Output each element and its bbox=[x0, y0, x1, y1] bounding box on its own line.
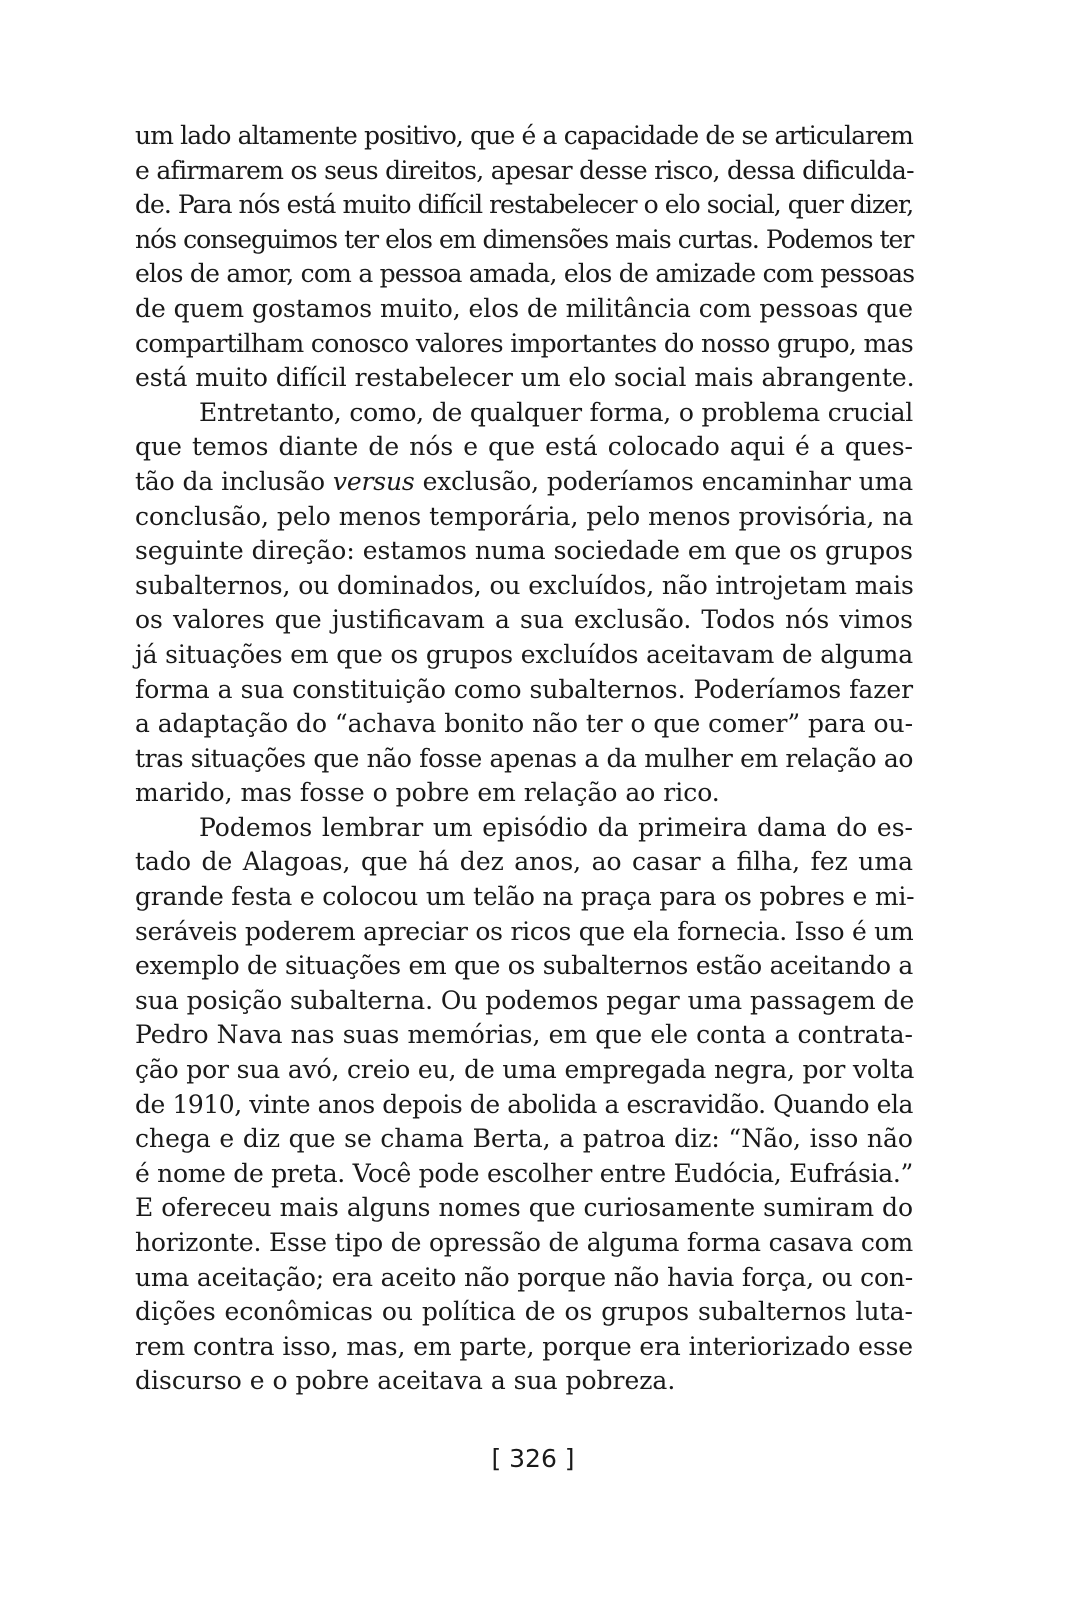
text-line: rem contra isso, mas, em parte, porque era interiorizado esse bbox=[135, 1331, 913, 1361]
text-line: conclusão, pelo menos temporária, pelo menos provisória, na bbox=[135, 501, 914, 531]
text-line: que temos diante de nós e que está colocado aqui é a ques- bbox=[135, 432, 913, 462]
text-line: e afirmarem os seus direitos, apesar desse risco, dessa dificulda- bbox=[135, 155, 914, 185]
text-run: exclusão, poderíamos encaminhar uma bbox=[414, 466, 913, 496]
text-run: tão da inclusão bbox=[135, 466, 333, 496]
text-line bbox=[135, 465, 913, 500]
paragraph bbox=[135, 119, 913, 396]
paragraph bbox=[135, 396, 913, 811]
text-line: nós conseguimos ter elos em dimensões mais curtas. Podemos ter bbox=[135, 224, 914, 254]
text-line: grande festa e colocou um telão na praça para os pobres e mi- bbox=[135, 882, 915, 912]
text-line: está muito difícil restabelecer um elo social mais abrangente. bbox=[135, 363, 915, 393]
text-line: de. Para nós está muito difícil restabelecer o elo social, quer dizer, bbox=[135, 190, 914, 220]
text-line: seráveis poderem apreciar os ricos que ela fornecia. Isso é um bbox=[135, 916, 914, 946]
paragraph bbox=[135, 811, 913, 1399]
text-line: a adaptação do “achava bonito não ter o que comer” para ou- bbox=[135, 709, 913, 739]
text-line: Pedro Nava nas suas memórias, em que ele conta a contrata- bbox=[135, 1020, 913, 1050]
text-line: marido, mas fosse o pobre em relação ao rico. bbox=[135, 778, 720, 808]
text-line: exemplo de situações em que os subalternos estão aceitando a bbox=[135, 951, 913, 981]
text-line: Podemos lembrar um episódio da primeira dama do es- bbox=[199, 812, 913, 842]
text-line: tras situações que não fosse apenas a da mulher em relação ao bbox=[135, 743, 913, 773]
body-text bbox=[135, 119, 913, 1399]
text-line: tado de Alagoas, que há dez anos, ao casar a filha, fez uma bbox=[135, 847, 913, 877]
text-line: é nome de preta. Você pode escolher entre Eudócia, Eufrásia.” bbox=[135, 1158, 913, 1188]
text-line: discurso e o pobre aceitava a sua pobreza. bbox=[135, 1366, 676, 1396]
text-line: subalternos, ou dominados, ou excluídos, não introjetam mais bbox=[135, 570, 914, 600]
text-line: sua posição subalterna. Ou podemos pegar uma passagem de bbox=[135, 985, 915, 1015]
text-line: uma aceitação; era aceito não porque não havia força, ou con- bbox=[135, 1262, 913, 1292]
text-line: um lado altamente positivo, que é a capacidade de se articularem bbox=[135, 121, 913, 150]
italic-term: versus bbox=[332, 466, 415, 496]
text-line: forma a sua constituição como subalternos. Poderíamos fazer bbox=[135, 674, 913, 704]
text-line: de quem gostamos muito, elos de militância com pessoas que bbox=[135, 293, 913, 323]
text-line: elos de amor, com a pessoa amada, elos de amizade com pessoas bbox=[135, 259, 915, 289]
text-line: dições econômicas ou política de os grupos subalternos luta- bbox=[135, 1297, 913, 1327]
text-line: horizonte. Esse tipo de opressão de alguma forma casava com bbox=[135, 1228, 913, 1257]
text-line: Entretanto, como, de qualquer forma, o problema crucial bbox=[199, 397, 913, 427]
page-number: [ 326 ] bbox=[491, 1444, 575, 1473]
text-line: de 1910, vinte anos depois de abolida a escravidão. Quando ela bbox=[135, 1089, 913, 1119]
text-line: chega e diz que se chama Berta, a patroa diz: “Não, isso não bbox=[135, 1124, 913, 1154]
text-line: seguinte direção: estamos numa sociedade em que os grupos bbox=[135, 536, 913, 566]
text-line: compartilham conosco valores importantes do nosso grupo, mas bbox=[135, 328, 913, 358]
text-line: E ofereceu mais alguns nomes que curiosamente sumiram do bbox=[135, 1193, 913, 1223]
text-line: os valores que justificavam a sua exclusão. Todos nós vimos bbox=[135, 605, 913, 635]
text-line: ção por sua avó, creio eu, de uma empregada negra, por volta bbox=[135, 1055, 915, 1085]
text-line: já situações em que os grupos excluídos aceitavam de alguma bbox=[135, 639, 913, 669]
